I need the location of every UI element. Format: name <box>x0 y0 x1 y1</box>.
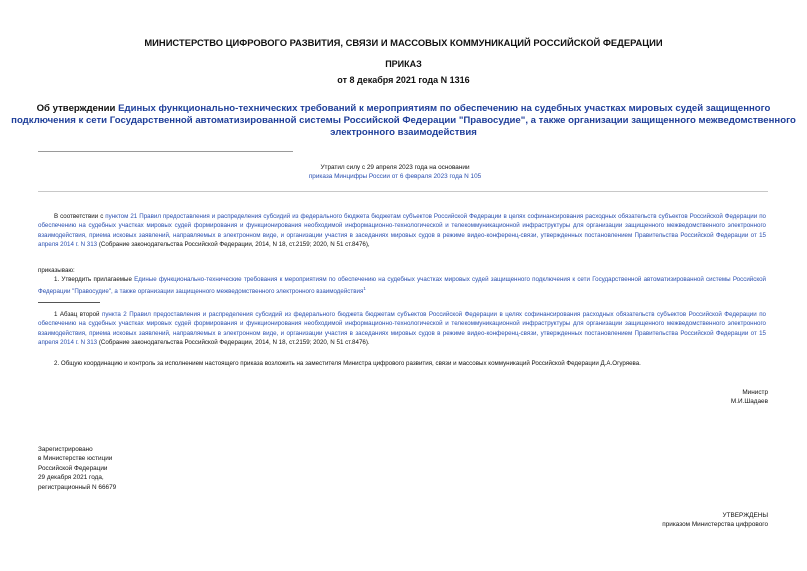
registration-line-2: в Министерстве юстиции <box>38 455 113 463</box>
lost-force-note <box>300 163 490 182</box>
preamble-link-rules[interactable]: пунктом 21 Правил предоставления и распределения субсидий из федерального бюджета бюджетам субъектов Российской Федерации в целях софинансирования расходных обязательств субъектов Российской Федерации по обеспечению на судебных участках мировых судей формирования и функционирования необходимой информационно-технологической и телекоммуникационной инфраструктуры для организации защищенного межведомственного электронного взаимодействия, приема исковых заявлений, направляемых в электронном виде, и организации участия в заседаниях мировых судов в режиме видео-конференц-связи, утвержденных постановлением Правительства Российской Федерации от 15 апреля 2014 г. N 313 <box>38 213 766 248</box>
ministry-heading: МИНИСТЕРСТВО ЦИФРОВОГО РАЗВИТИЯ, СВЯЗИ И МАССОВЫХ КОММУНИКАЦИЙ РОССИЙСКОЙ ФЕДЕРАЦИИ <box>144 37 663 48</box>
order-word: приказываю: <box>38 267 75 274</box>
registration-line-1: Зарегистрировано <box>38 446 93 453</box>
doc-date-heading: от 8 декабря 2021 года N 1316 <box>337 75 470 85</box>
signature-name: М.И.Шадаев <box>730 398 768 406</box>
document-title <box>0 103 807 139</box>
lost-force-link[interactable]: приказа Минцифры России от 6 февраля 2023 года N 105 <box>308 173 482 181</box>
preamble-text-1: В соответствии с <box>54 213 106 220</box>
lost-force-text: Утратил силу с 29 апреля 2023 года на основании <box>320 164 470 171</box>
signature-block <box>600 388 768 407</box>
title-link-1[interactable]: Единых функционально-технических требований к мероприятиям по обеспечению на судебных участках мировых судей защищенного <box>118 103 771 114</box>
approved-line-2: приказом Министерства цифрового <box>662 521 768 529</box>
approved-block <box>560 511 768 530</box>
note-divider <box>38 191 768 192</box>
doc-type-heading: ПРИКАЗ <box>385 59 422 69</box>
footnote-paragraph <box>38 310 766 347</box>
footnote-text-2: (Собрание законодательства Российской Федерации, 2014, N 18, ст.2159; 2020, N 51 ст.8476). <box>97 338 370 346</box>
registration-line-4: 29 декабря 2021 года, <box>38 474 104 482</box>
item-1-paragraph <box>38 275 766 297</box>
approved-line-1: УТВЕРЖДЕНЫ <box>722 512 768 519</box>
footnote-mark[interactable]: 1 <box>363 286 366 292</box>
title-prefix: Об утверждении <box>36 103 119 114</box>
title-link-2[interactable]: подключения к сети Государственной автоматизированной системы Российской Федерации "Правосудие", а также организации защищенного межведомственного <box>11 115 796 126</box>
registration-line-5: регистрационный N 66679 <box>38 483 117 491</box>
item-1-text: 1. Утвердить прилагаемые <box>54 276 135 283</box>
preamble-paragraph <box>38 212 766 249</box>
preamble-text-2: (Собрание законодательства Российской Федерации, 2014, N 18, ст.2159; 2020, N 51 ст.8476), <box>97 240 370 248</box>
item-1-link-requirements[interactable]: Единые функционально-технические требования к мероприятиям по обеспечению на судебных участках мировых судей защищенного подключения к сети Государственной автоматизированной системы Российской Федерации "Правосудие", а также организации защищенного межведомственного электронного взаимодействия <box>38 276 766 296</box>
footnote-text-1: 1 Абзац второй <box>54 311 102 318</box>
title-link-3[interactable]: электронного взаимодействия <box>330 127 477 138</box>
title-divider <box>38 151 293 152</box>
title-line-1 <box>0 103 807 115</box>
footnote-divider <box>38 302 100 303</box>
signature-position: Министр <box>742 389 768 396</box>
footnote-link-rules[interactable]: пункта 2 Правил предоставления и распределения субсидий из федерального бюджета бюджетам субъектов Российской Федерации в целях софинансирования расходных обязательств субъектов Российской Федерации по обеспечению на судебных участках мировых судей формирования и функционирования необходимой информационно-технологической и телекоммуникационной инфраструктуры для организации защищенного межведомственного электронного взаимодействия, приема исковых заявлений, направляемых в электронном виде, и организации участия в заседаниях мировых судов в режиме видео-конференц-связи, утвержденных постановлением Правительства Российской Федерации от 15 апреля 2014 г. N 313 <box>38 311 766 346</box>
registration-block <box>38 445 238 492</box>
registration-line-3: Российской Федерации <box>38 464 108 472</box>
item-2-paragraph: 2. Общую координацию и контроль за исполнением настоящего приказа возложить на заместителя Министра цифрового развития, связи и массовых коммуникаций Российской Федерации Д.А.Огуряева. <box>54 360 641 367</box>
